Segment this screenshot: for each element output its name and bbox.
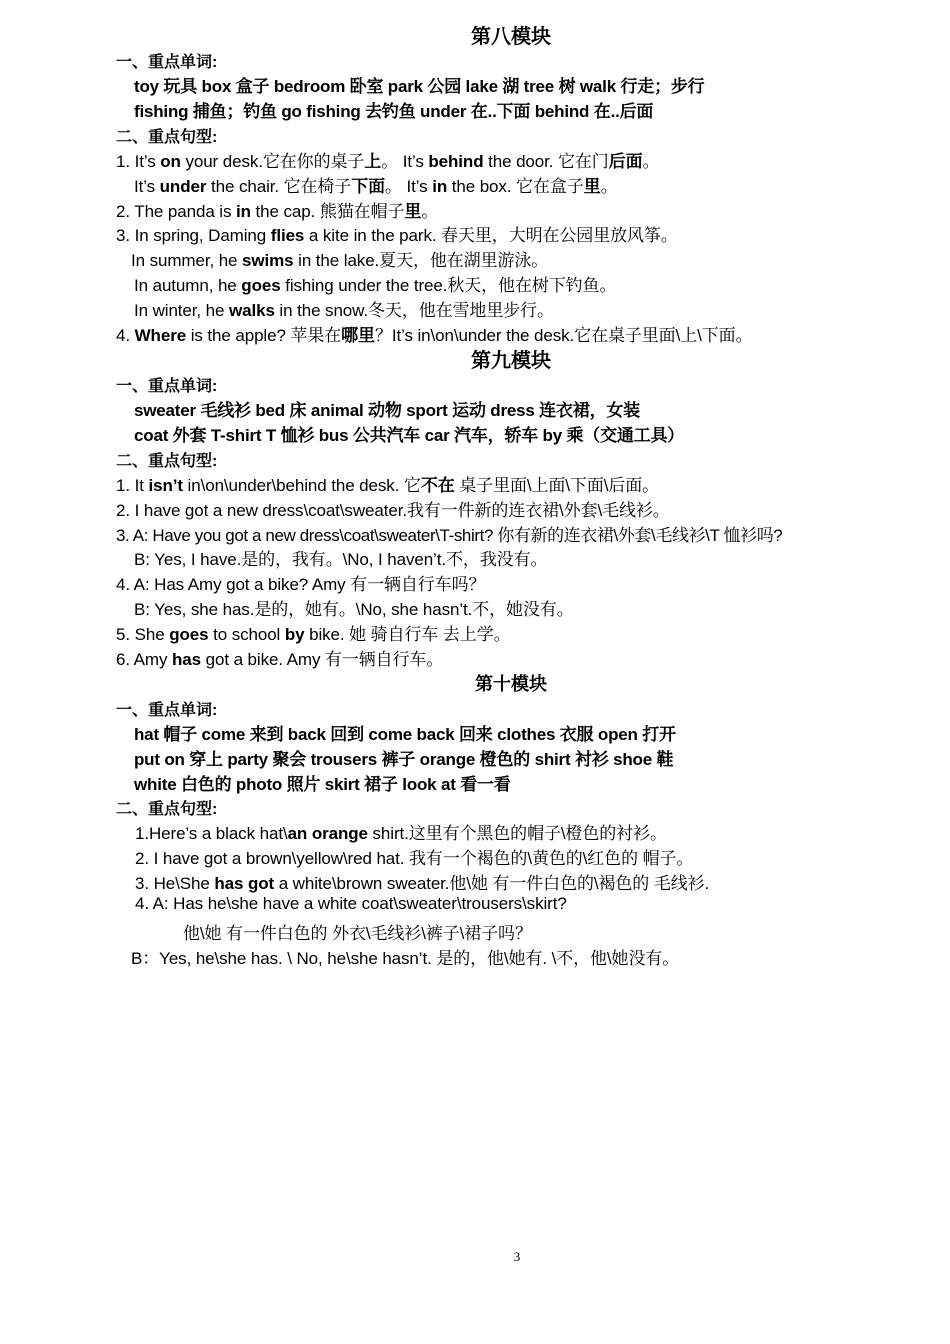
module-9-vocab-line-2: coat 外套 T-shirt T 恤衫 bus 公共汽车 car 汽车，轿车 by 乘（交通工具） bbox=[134, 426, 685, 445]
module-8-sentence-heading: 二、重点句型: bbox=[116, 129, 218, 146]
module-8-sentence-1: 1. It’s on your desk.它在你的桌子上。 It’s behind the door. 它在门后面。 bbox=[116, 152, 660, 171]
module-9-sentence-heading: 二、重点句型: bbox=[116, 453, 218, 470]
module-10-sentence-4: 4. A: Has he\she have a white coat\sweater\trousers\skirt? bbox=[135, 894, 567, 913]
module-9-sentence-3: 3. A: Have you got a new dress\coat\sweater\T-shirt? 你有新的连衣裙\外套\毛线衫\T 恤衫吗? bbox=[116, 526, 783, 545]
module-8-sentence-8: 4. Where is the apple? 苹果在哪里？It’s in\on\under the desk.它在桌子里面\上\下面。 bbox=[116, 326, 753, 345]
module-9-title: 第九模块 bbox=[471, 350, 551, 372]
module-8-sentence-2: It’s under the chair. 它在椅子下面。 It’s in the box. 它在盒子里。 bbox=[134, 177, 618, 196]
module-10-sentence-heading: 二、重点句型: bbox=[116, 801, 218, 818]
module-8-vocab-line-2: fishing 捕鱼；钓鱼 go fishing 去钓鱼 under 在..下面 behind 在..后面 bbox=[134, 102, 654, 121]
page-number: 3 bbox=[513, 1249, 521, 1264]
module-8-vocab-line-1: toy 玩具 box 盒子 bedroom 卧室 park 公园 lake 湖 tree 树 walk 行走；步行 bbox=[134, 77, 705, 96]
module-9-sentence-8: 6. Amy has got a bike. Amy 有一辆自行车。 bbox=[116, 650, 444, 669]
module-9-sentence-4: B: Yes, I have.是的，我有。\No, I haven’t.不，我没有。 bbox=[134, 550, 548, 569]
module-10-title: 第十模块 bbox=[475, 674, 547, 694]
module-8-sentence-3: 2. The panda is in the cap. 熊猫在帽子里。 bbox=[116, 202, 439, 221]
module-9-vocab-line-1: sweater 毛线衫 bed 床 animal 动物 sport 运动 dress 连衣裙，女装 bbox=[134, 401, 640, 420]
module-8-sentence-6: In autumn, he goes fishing under the tree.秋天，他在树下钓鱼。 bbox=[134, 276, 617, 295]
module-9-vocab-heading: 一、重点单词: bbox=[116, 378, 218, 395]
module-10-vocab-line-2: put on 穿上 party 聚会 trousers 裤子 orange 橙色的 shirt 衬衫 shoe 鞋 bbox=[134, 750, 674, 769]
module-8-sentence-7: In winter, he walks in the snow.冬天，他在雪地里步行。 bbox=[134, 301, 554, 320]
module-10-sentence-1: 1.Here’s a black hat\an orange shirt.这里有个黑色的帽子\橙色的衬衫。 bbox=[135, 824, 667, 843]
module-9-sentence-7: 5. She goes to school by bike. 她 骑自行车 去上学。 bbox=[116, 625, 511, 644]
module-10-vocab-line-3: white 白色的 photo 照片 skirt 裙子 look at 看一看 bbox=[134, 775, 511, 794]
module-9-sentence-5: 4. A: Has Amy got a bike? Amy 有一辆自行车吗？ bbox=[116, 575, 486, 594]
module-8-sentence-5: In summer, he swims in the lake.夏天，他在湖里游泳。 bbox=[131, 251, 549, 270]
module-10-sentence-2: 2. I have got a brown\yellow\red hat. 我有一个褐色的\黄色的\红色的 帽子。 bbox=[135, 849, 694, 868]
module-10-vocab-line-1: hat 帽子 come 来到 back 回到 come back 回来 clothes 衣服 open 打开 bbox=[134, 725, 676, 744]
module-10-vocab-heading: 一、重点单词: bbox=[116, 702, 218, 719]
module-10-sentence-5: 他\她 有一件白色的 外衣\毛线衫\裤子\裙子吗？ bbox=[183, 924, 532, 943]
module-8-vocab-heading: 一、重点单词: bbox=[116, 54, 218, 71]
module-9-sentence-1: 1. It isn’t in\on\under\behind the desk. 它不在 桌子里面\上面\下面\后面。 bbox=[116, 476, 660, 495]
module-8-title: 第八模块 bbox=[471, 26, 551, 48]
module-9-sentence-6: B: Yes, she has.是的，她有。\No, she hasn’t.不，她没有。 bbox=[134, 600, 574, 619]
module-10-sentence-3: 3. He\She has got a white\brown sweater.他\她 有一件白色的\褐色的 毛线衫. bbox=[135, 874, 710, 893]
module-9-sentence-2: 2. I have got a new dress\coat\sweater.我有一件新的连衣裙\外套\毛线衫。 bbox=[116, 501, 670, 520]
module-8-sentence-4: 3. In spring, Daming flies a kite in the park. 春天里，大明在公园里放风筝。 bbox=[116, 226, 678, 245]
module-10-sentence-6: B：Yes, he\she has. \ No, he\she hasn’t. 是的，他\她有. \不，他\她没有。 bbox=[131, 949, 680, 968]
